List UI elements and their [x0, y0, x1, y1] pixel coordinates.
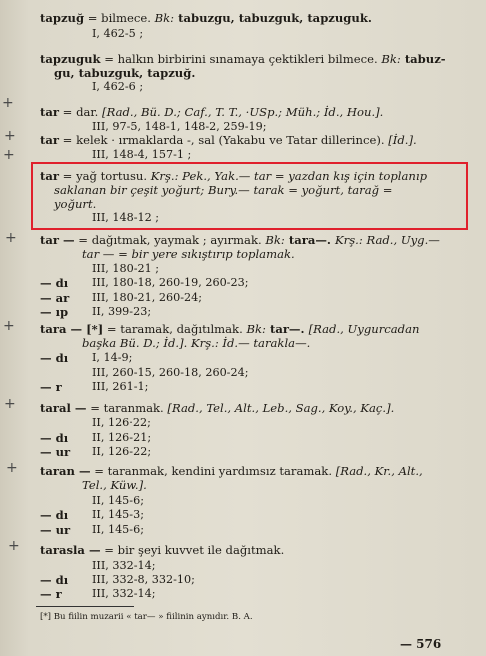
entry-tara: [40, 322, 419, 336]
form-refs: III, 180-21, 260-24;: [92, 291, 202, 304]
see-also: tara—.: [284, 233, 336, 247]
entry-tapzug: [40, 11, 372, 25]
see-also: tar—.: [265, 322, 309, 336]
reference: II, 126·22;: [92, 416, 151, 429]
definition-continued: başka Bü. D.; İd.]. Krş.: İd.— tarakla—.: [82, 336, 311, 350]
reference: III, 332-14;: [92, 559, 156, 572]
headword: tar —: [40, 233, 75, 247]
entry-taral: [40, 401, 394, 415]
entry-tar-verb: [40, 233, 440, 247]
definition: = yağ tortusu.: [62, 169, 151, 183]
headword: tapzuguk: [40, 52, 101, 66]
entry-tarasla: [40, 543, 284, 557]
reference: III, 148-12 ;: [92, 211, 160, 224]
definition: = bilmece.: [87, 11, 155, 25]
margin-mark: +: [3, 318, 15, 334]
definition-continued: saklanan bir çeşit yoğurt; Bury.— tarak = yoğurt, tarağ =: [54, 183, 393, 197]
definition-continued: yoğurt.: [54, 197, 97, 211]
footnote-rule: [36, 606, 134, 607]
form-label: — dı: [40, 508, 69, 522]
margin-mark: +: [4, 128, 16, 144]
headword: tar: [40, 133, 59, 147]
sources: [Rad., Uygurcadan: [308, 322, 420, 336]
reference: II, 145-6;: [92, 494, 144, 507]
form-label: — ur: [40, 523, 71, 537]
form-refs: III, 332-14;: [92, 587, 156, 600]
definition-continued: tar — = bir yere sıkıştırıp toplamak.: [82, 247, 295, 261]
margin-mark: +: [4, 396, 16, 412]
sources: [Rad., Bü. D.; Caf., T. T., ·USp.; Müh.; İd., Hou.].: [102, 105, 384, 119]
form-label: — ur: [40, 445, 71, 459]
footnote: [*] Bu fiilin muzarii « tar— » fiilinin aynıdır. B. A.: [40, 612, 253, 622]
form-label: — r: [40, 380, 62, 394]
form-refs: III, 332-8, 332-10;: [92, 573, 195, 586]
definition: = kelek · ırmaklarda -, sal (Yakabu ve Tatar dillerince).: [62, 133, 389, 147]
footnote-marker: [*]: [82, 322, 104, 336]
sources: [Rad., Tel., Alt., Leb., Sag., Koy., Kaç.].: [167, 401, 395, 415]
margin-mark: +: [6, 460, 18, 476]
headword: tar: [40, 169, 59, 183]
entry-tar-kelek: [40, 133, 417, 147]
reference: I, 462-5 ;: [92, 27, 144, 40]
form-refs: II, 145-6;: [92, 523, 144, 536]
form-refs: III, 180-18, 260-19, 260-23;: [92, 276, 249, 289]
definition-continued: gu, tabuzguk, tapzuğ.: [54, 66, 196, 80]
entry-tar-yag-tortusu: [40, 169, 427, 183]
definition: = taranmak.: [86, 401, 168, 415]
headword: taran —: [40, 464, 91, 478]
page-number: — 576: [400, 637, 442, 651]
entry-tar-dar: [40, 105, 383, 119]
reference: III, 180-21 ;: [92, 262, 160, 275]
abbreviation: Bk:: [265, 233, 285, 247]
sources: Krş.: Pek., Yak.— tar = yazdan kış için toplanıp: [150, 169, 428, 183]
form-label: — dı: [40, 431, 69, 445]
form-refs: II, 126-22;: [92, 445, 152, 458]
reference: III, 148-4, 157-1 ;: [92, 148, 192, 161]
definition: = halkın birbirini sınamaya çektikleri bilmece.: [104, 52, 382, 66]
margin-mark: +: [2, 95, 14, 111]
entry-taran: [40, 464, 423, 478]
form-refs: III, 260-15, 260-18, 260-24;: [92, 366, 249, 379]
sources: [Rad., Kr., Alt.,: [335, 464, 423, 478]
form-refs: II, 145-3;: [92, 508, 144, 521]
form-refs: II, 126-21;: [92, 431, 152, 444]
definition: = taranmak, kendini yardımsız taramak.: [90, 464, 336, 478]
form-label: — r: [40, 587, 62, 601]
abbreviation: Bk:: [381, 52, 401, 66]
sources: Krş.: Rad., Uyg.—: [335, 233, 440, 247]
form-label: — ar: [40, 291, 70, 305]
headword: tapzuğ: [40, 11, 85, 25]
definition: = dar.: [62, 105, 103, 119]
headword: tar: [40, 105, 59, 119]
sources: [İd.].: [388, 133, 417, 147]
headword: taral —: [40, 401, 87, 415]
definition: = dağıtmak, yaymak ; ayırmak.: [78, 233, 266, 247]
form-label: — dı: [40, 573, 69, 587]
headword: tara —: [40, 322, 83, 336]
reference: I, 462-6 ;: [92, 80, 144, 93]
see-also: tabuz-: [400, 52, 446, 66]
margin-mark: +: [5, 230, 17, 246]
definition: = taramak, dağıtılmak.: [103, 322, 247, 336]
definition: = bir şeyi kuvvet ile dağıtmak.: [100, 543, 285, 557]
abbreviation: Bk:: [154, 11, 175, 25]
form-label: — dı: [40, 351, 69, 365]
entry-tapzuguk: [40, 52, 446, 66]
margin-mark: +: [3, 147, 15, 163]
form-refs: III, 261-1;: [92, 380, 149, 393]
form-label: — dı: [40, 276, 69, 290]
headword: tarasla —: [40, 543, 101, 557]
see-also: tabuzgu, tabuzguk, tapzuguk.: [174, 11, 372, 25]
margin-mark: +: [8, 538, 20, 554]
reference: III, 97-5, 148-1, 148-2, 259-19;: [92, 120, 267, 133]
form-refs: I, 14-9;: [92, 351, 133, 364]
form-label: — ıp: [40, 305, 69, 319]
abbreviation: Bk:: [246, 322, 266, 336]
form-refs: II, 399-23;: [92, 305, 152, 318]
definition-continued: Tel., Küw.].: [82, 478, 147, 492]
